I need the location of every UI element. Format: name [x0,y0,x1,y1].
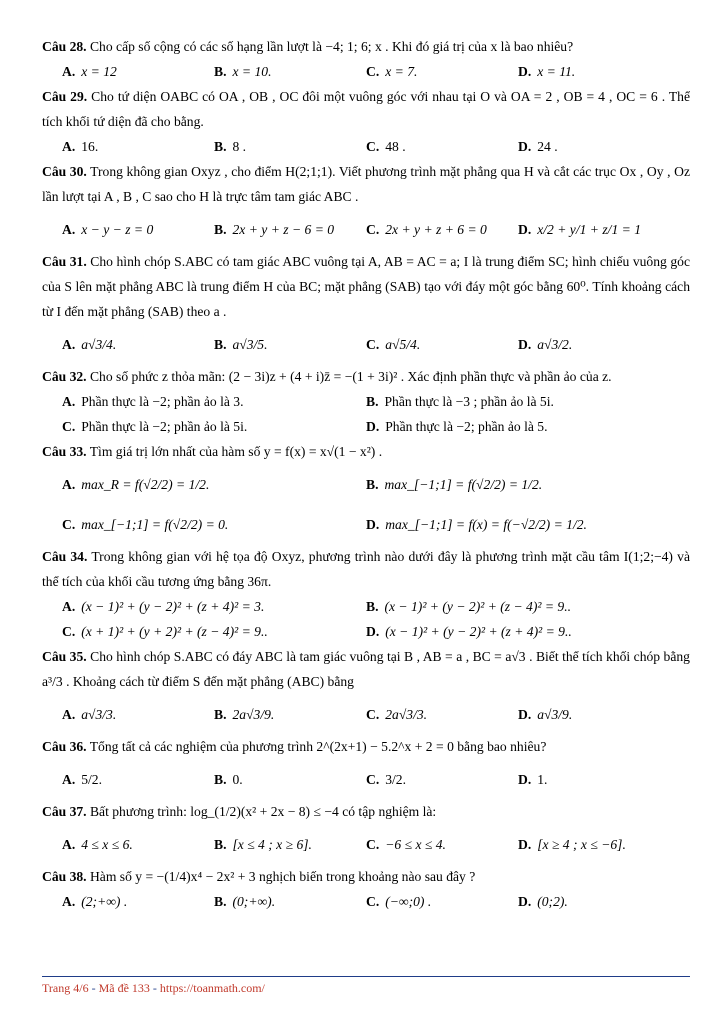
option-letter: C. [366,64,380,79]
question-38 [42,864,690,914]
question-list [42,34,690,914]
option-text: 24 . [537,139,558,154]
option-c[interactable] [366,694,518,734]
option-b[interactable] [366,594,670,619]
option-letter: A. [62,706,76,722]
option-a[interactable] [62,134,214,159]
option-b[interactable] [214,759,366,799]
option-text: Phần thực là −3 ; phần ảo là 5i. [384,394,554,409]
option-d[interactable] [518,209,670,249]
option-text: 0. [232,771,243,787]
option-text: 4 ≤ x ≤ 6. [81,836,133,852]
question-label: Câu 37. [42,804,87,819]
options [62,594,690,644]
option-text: a√3/9. [537,706,573,722]
question-stem: Trong không gian Oxyz , cho điểm H(2;1;1). Viết phương trình mặt phẳng qua H và cắt các trục Ox , Oy , Oz lần lượt tại A , B , C sao cho H là trực tâm tam giác ABC . [42,164,690,204]
option-c[interactable] [366,759,518,799]
option-letter: B. [214,771,227,787]
option-text: x = 12 [81,64,117,79]
question-stem: Tổng tất cả các nghiệm của phương trình 2^(2x+1) − 5.2^x + 2 = 0 bằng bao nhiêu? [89,739,547,754]
option-text: Phần thực là −2; phần ảo là 3. [81,394,244,409]
option-b[interactable] [214,324,366,364]
question-30 [42,159,690,249]
question-label: Câu 30. [42,164,87,179]
option-letter: B. [214,336,227,352]
question-28 [42,34,690,84]
options [62,134,690,159]
page-footer [42,976,690,996]
option-letter: B. [366,476,379,492]
option-letter: D. [518,836,532,852]
option-d[interactable] [518,759,670,799]
option-letter: A. [62,139,76,154]
option-a[interactable] [62,59,214,84]
question-37 [42,799,690,864]
option-text: x = 10. [232,64,272,79]
option-letter: B. [366,394,379,409]
option-letter: A. [62,836,76,852]
option-b[interactable] [366,464,670,504]
option-text: max_[−1;1] = f(√2/2) = 1/2. [384,476,543,492]
option-letter: A. [62,394,76,409]
option-letter: B. [214,894,227,909]
option-letter: B. [214,64,227,79]
option-b[interactable] [214,134,366,159]
question-stem: Bất phương trình: log_(1/2)(x² + 2x − 8) ≤ −4 có tập nghiệm là: [89,804,437,819]
question-stem: Hàm số y = −(1/4)x⁴ − 2x² + 3 nghịch biến trong khoảng nào sau đây ? [89,869,476,884]
option-a[interactable] [62,759,214,799]
question-32 [42,364,690,439]
question-stem: Cho cấp số cộng có các số hạng lần lượt là −4; 1; 6; x . Khi đó giá trị của x là bao nhiêu? [89,39,574,54]
option-letter: B. [366,599,379,614]
option-letter: A. [62,599,76,614]
question-29 [42,84,690,159]
option-text: (x − 1)² + (y − 2)² + (z + 4)² = 9.. [385,624,572,639]
option-letter: D. [518,221,532,237]
option-c[interactable] [62,619,366,644]
option-c[interactable] [366,889,518,914]
options [62,694,690,734]
option-letter: C. [62,419,76,434]
option-letter: D. [518,336,532,352]
question-label: Câu 34. [42,549,88,564]
option-text: (x − 1)² + (y − 2)² + (z + 4)² = 3. [81,599,265,614]
option-d[interactable] [366,414,670,439]
option-text: 3/2. [385,771,406,787]
question-35 [42,644,690,734]
question-stem: Trong không gian với hệ tọa độ Oxyz, phương trình nào dưới đây là phương trình mặt cầu tâm I(1;2;−4) và thể tích của khối cầu tương ứng bằng 36π. [42,549,691,589]
option-letter: C. [366,894,380,909]
options [62,209,690,249]
option-letter: C. [366,706,380,722]
option-d[interactable] [518,824,670,864]
option-c[interactable] [366,59,518,84]
option-c[interactable] [366,134,518,159]
option-d[interactable] [518,889,670,914]
option-letter: D. [366,419,380,434]
option-text: −6 ≤ x ≤ 4. [385,836,446,852]
options [62,824,690,864]
options [62,389,690,439]
option-letter: B. [214,139,227,154]
footer-separator: - [149,981,160,995]
option-d[interactable] [518,694,670,734]
options [62,889,690,914]
option-letter: A. [62,221,76,237]
options [62,759,690,799]
question-33 [42,439,690,544]
option-letter: D. [518,139,532,154]
option-letter: A. [62,336,76,352]
option-a[interactable] [62,694,214,734]
option-text: 2a√3/3. [385,706,428,722]
option-text: 2a√3/9. [232,706,275,722]
footer-separator: - [88,981,99,995]
option-text: a√3/5. [232,336,268,352]
option-a[interactable] [62,324,214,364]
question-label: Câu 32. [42,369,87,384]
option-letter: D. [366,516,380,532]
option-text: 5/2. [81,771,102,787]
option-d[interactable] [366,504,670,544]
option-b[interactable] [214,694,366,734]
option-text: Phần thực là −2; phần ảo là 5i. [81,419,248,434]
option-a[interactable] [62,464,366,504]
option-letter: C. [366,771,380,787]
option-b[interactable] [214,209,366,249]
question-label: Câu 35. [42,649,87,664]
option-text: x = 11. [537,64,576,79]
exam-code: Mã đề 133 [98,981,150,995]
option-text: a√3/3. [81,706,117,722]
options [62,464,690,544]
option-text: (2;+∞) . [81,894,128,909]
option-c[interactable] [62,414,366,439]
options [62,59,690,84]
option-text: Phần thực là −2; phần ảo là 5. [385,419,548,434]
option-text: 16. [81,139,99,154]
option-b[interactable] [366,389,670,414]
option-letter: D. [518,706,532,722]
option-a[interactable] [62,594,366,619]
option-c[interactable] [366,324,518,364]
option-letter: A. [62,64,76,79]
option-text: (x − 1)² + (y − 2)² + (z − 4)² = 9.. [384,599,572,614]
option-a[interactable] [62,389,366,414]
option-text: x/2 + y/1 + z/1 = 1 [537,221,642,237]
question-label: Câu 31. [42,254,87,269]
option-text: 1. [537,771,548,787]
option-letter: C. [62,624,76,639]
option-text: (−∞;0) . [385,894,432,909]
option-text: 48 . [385,139,406,154]
option-text: (0;2). [537,894,568,909]
option-d[interactable] [518,59,670,84]
option-letter: B. [214,836,227,852]
option-text: 2x + y + z − 6 = 0 [232,221,335,237]
page-number: Trang 4/6 [42,981,89,995]
option-d[interactable] [366,619,670,644]
question-label: Câu 29. [42,89,88,104]
option-text: [x ≤ 4 ; x ≥ 6]. [232,836,312,852]
option-letter: C. [366,139,380,154]
option-letter: C. [366,836,380,852]
question-stem: Cho số phức z thỏa mãn: (2 − 3i)z + (4 + i)z̄ = −(1 + 3i)² . Xác định phần thực và phần ảo của z. [89,369,612,384]
options [62,324,690,364]
question-36 [42,734,690,799]
option-letter: B. [214,706,227,722]
question-label: Câu 36. [42,739,87,754]
option-text: x = 7. [385,64,418,79]
option-text: max_R = f(√2/2) = 1/2. [81,476,210,492]
option-a[interactable] [62,889,214,914]
option-letter: B. [214,221,227,237]
option-b[interactable] [214,889,366,914]
option-b[interactable] [214,824,366,864]
option-letter: D. [366,624,380,639]
question-stem: Tìm giá trị lớn nhất của hàm số y = f(x) = x√(1 − x²) . [89,444,383,459]
option-text: max_[−1;1] = f(√2/2) = 0. [81,516,229,532]
option-text: 8 . [232,139,247,154]
option-letter: A. [62,771,76,787]
option-text: x − y − z = 0 [81,221,154,237]
option-c[interactable] [366,209,518,249]
question-label: Câu 38. [42,869,87,884]
question-label: Câu 33. [42,444,87,459]
site-link[interactable]: https://toanmath.com/ [159,981,265,995]
option-c[interactable] [62,504,366,544]
option-letter: C. [62,516,76,532]
option-a[interactable] [62,209,214,249]
option-text: [x ≥ 4 ; x ≤ −6]. [537,836,626,852]
option-d[interactable] [518,324,670,364]
question-stem: Cho hình chóp S.ABC có tam giác ABC vuông tại A, AB = AC = a; I là trung điểm SC; hình chiếu vuông góc của S lên mặt phẳng ABC là trung điểm H của BC; mặt phẳng (SAB) tạo với đáy một góc bằng 60⁰. Tính khoảng cách từ I đến mặt phẳng (SAB) theo a . [42,254,690,319]
option-text: (x + 1)² + (y + 2)² + (z − 4)² = 9.. [81,624,268,639]
option-letter: D. [518,64,532,79]
option-letter: A. [62,476,76,492]
option-letter: D. [518,771,532,787]
question-stem: Cho hình chóp S.ABC có đáy ABC là tam giác vuông tại B , AB = a , BC = a√3 . Biết thể tích khối chóp bằng a³/3 . Khoảng cách từ điểm S đến mặt phẳng (ABC) bằng [42,649,690,689]
option-letter: A. [62,894,76,909]
question-stem: Cho tứ diện OABC có OA , OB , OC đôi một vuông góc với nhau tại O và OA = 2 , OB = 4 , OC = 6 . Thể tích khối tứ diện đã cho bằng. [42,89,690,129]
option-a[interactable] [62,824,214,864]
option-text: (0;+∞). [232,894,276,909]
question-34 [42,544,690,644]
option-text: a√3/2. [537,336,573,352]
option-letter: D. [518,894,532,909]
option-text: a√5/4. [385,336,421,352]
option-text: a√3/4. [81,336,117,352]
question-31 [42,249,690,364]
option-letter: C. [366,336,380,352]
option-letter: C. [366,221,380,237]
option-c[interactable] [366,824,518,864]
option-b[interactable] [214,59,366,84]
option-text: max_[−1;1] = f(x) = f(−√2/2) = 1/2. [385,516,587,532]
option-d[interactable] [518,134,670,159]
question-label: Câu 28. [42,39,87,54]
option-text: 2x + y + z + 6 = 0 [385,221,487,237]
